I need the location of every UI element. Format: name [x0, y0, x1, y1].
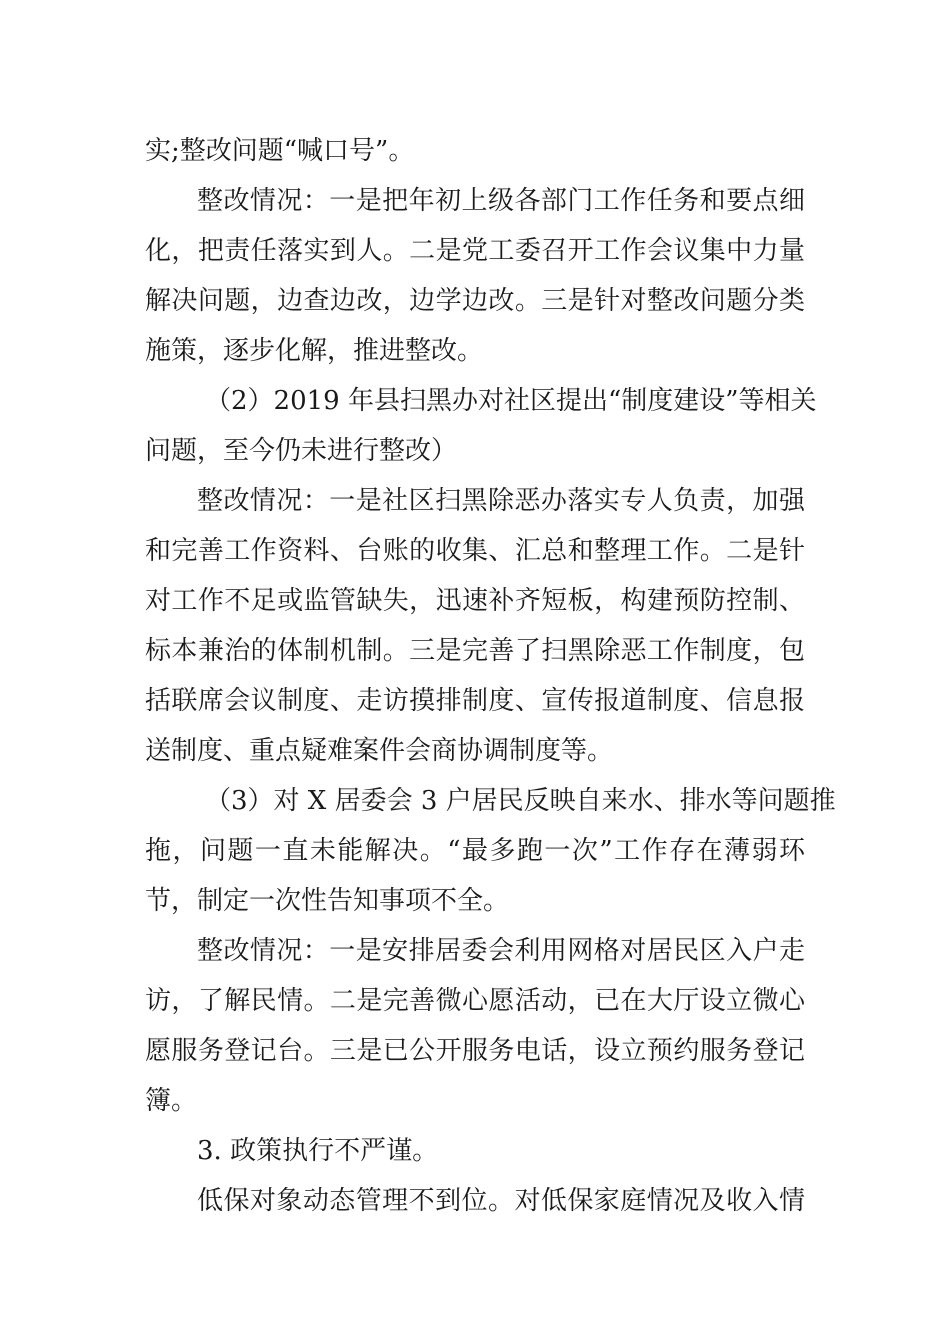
text-line: 问题，至今仍未进行整改） — [145, 436, 458, 466]
text-line: 整改情况：一是社区扫黑除恶办落实专人负责，加强 — [197, 486, 805, 516]
text-line: 整改情况：一是把年初上级各部门工作任务和要点细 — [197, 186, 805, 216]
text-line: 解决问题，边查边改，边学边改。三是针对整改问题分类 — [145, 286, 805, 316]
text-line: 送制度、重点疑难案件会商协调制度等。 — [145, 736, 614, 766]
text-line: 和完善工作资料、台账的收集、汇总和整理工作。二是针 — [145, 536, 805, 566]
text-line: （2）2019 年县扫黑办对社区提出“制度建设”等相关 — [205, 386, 817, 416]
text-line: 节，制定一次性告知事项不全。 — [145, 886, 510, 916]
text-line: 访，了解民情。二是完善微心愿活动，已在大厅设立微心 — [145, 986, 805, 1016]
document-page — [145, 126, 836, 1226]
text-line: 标本兼治的体制机制。三是完善了扫黑除恶工作制度，包 — [145, 636, 805, 666]
text-line: 簿。 — [145, 1086, 198, 1116]
text-line: 实;整改问题“喊口号”。 — [145, 136, 415, 166]
text-line: 低保对象动态管理不到位。对低保家庭情况及收入情 — [197, 1186, 805, 1216]
text-line: 括联席会议制度、走访摸排制度、宣传报道制度、信息报 — [145, 686, 805, 716]
text-line: 化，把责任落实到人。二是党工委召开工作会议集中力量 — [145, 236, 805, 266]
text-line: 整改情况：一是安排居委会利用网格对居民区入户走 — [197, 936, 805, 966]
section-heading: 3. 政策执行不严谨。 — [197, 1136, 439, 1166]
text-line: 对工作不足或监管缺失，迅速补齐短板，构建预防控制、 — [145, 586, 805, 616]
text-line: 拖，问题一直未能解决。“最多跑一次”工作存在薄弱环 — [145, 836, 805, 866]
text-line: 施策，逐步化解，推进整改。 — [145, 336, 484, 366]
text-line: （3）对 X 居委会 3 户居民反映自来水、排水等问题推 — [205, 786, 836, 816]
text-line: 愿服务登记台。三是已公开服务电话，设立预约服务登记 — [145, 1036, 805, 1066]
